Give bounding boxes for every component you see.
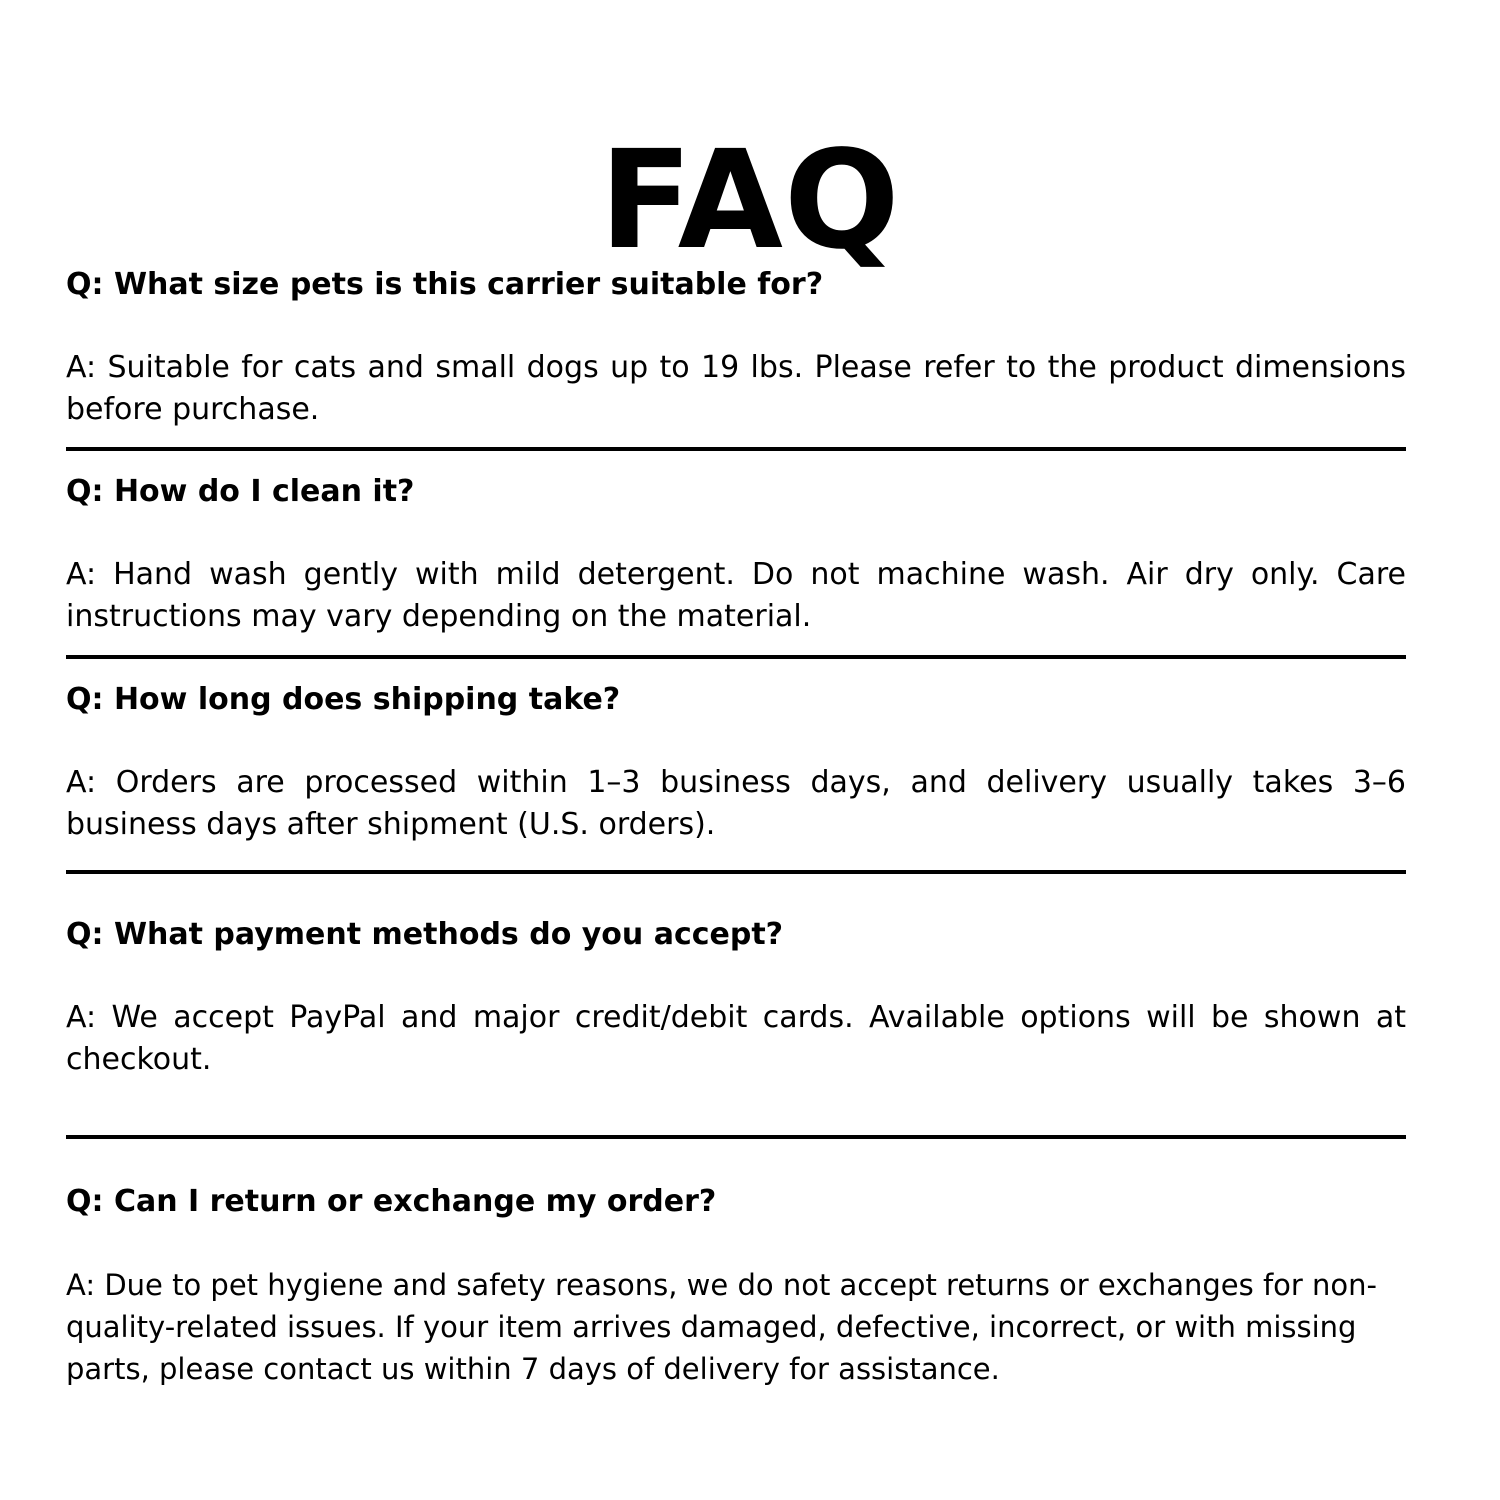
page-title: FAQ [599,122,901,281]
faq-item-returns [66,1182,1406,1390]
faq-question: Q: What payment methods do you accept? [66,917,784,952]
faq-answer: A: Hand wash gently with mild detergent. Do not machine wash. Air dry only. Care instructions may vary depending on the material. [66,557,1406,634]
faq-divider [66,447,1406,451]
faq-question: Q: How do I clean it? [66,474,415,509]
faq-answer: A: Due to pet hygiene and safety reasons, we do not accept returns or exchanges for non-quality-related issues. If your item arrives damaged, defective, incorrect, or with missing parts, please contact us within 7 days of delivery for assistance. [66,1268,1378,1386]
faq-answer: A: Suitable for cats and small dogs up to 19 lbs. Please refer to the product dimensions before purchase. [66,350,1406,427]
faq-divider [66,870,1406,874]
faq-answer: A: We accept PayPal and major credit/debit cards. Available options will be shown at checkout. [66,1000,1406,1077]
faq-item-shipping [66,680,1406,846]
faq-question: Q: What size pets is this carrier suitable for? [66,267,824,302]
faq-question: Q: How long does shipping take? [66,682,621,717]
faq-question: Q: Can I return or exchange my order? [66,1184,717,1219]
faq-item-pet-size [66,265,1406,431]
faq-item-cleaning [66,472,1406,638]
faq-answer: A: Orders are processed within 1–3 business days, and delivery usually takes 3–6 business days after shipment (U.S. orders). [66,765,1406,842]
faq-divider [66,1135,1406,1139]
faq-divider [66,655,1406,659]
faq-item-payment [66,915,1406,1081]
